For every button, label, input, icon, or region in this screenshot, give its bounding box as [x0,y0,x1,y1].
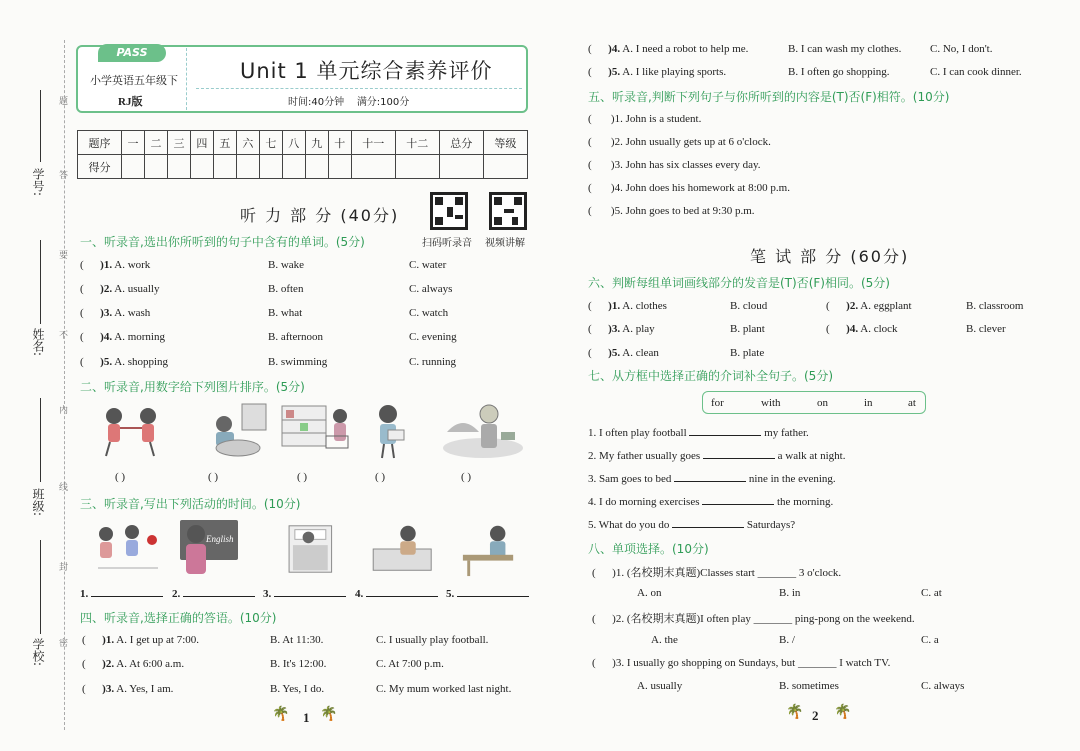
list-item [588,426,809,439]
option-b: B. classroom [966,300,1024,312]
score-table [77,130,528,179]
list-item: ( )2. John usually gets up at 6 o'clock. [588,136,771,148]
palm-icon: 🌴 [834,705,852,720]
listening-heading: 听 力 部 分 (40分) [240,206,400,225]
question-number: )1. [102,634,115,646]
option-b: B. plant [730,323,765,335]
score-cell: 四 [190,131,213,155]
palm-icon: 🌴 [320,707,338,722]
option-a: A. on [637,587,662,599]
time-blank-3[interactable] [263,587,346,600]
question-number: )3. [102,683,115,695]
score-input-cell[interactable] [236,155,259,179]
list-item: ( )1. A. work [80,259,151,271]
washing-picture [198,402,278,460]
option-a: A. clean [622,347,659,359]
list-item [588,449,845,462]
sentence-end: nine in the evening. [746,473,836,485]
sentence-start: 3. Sam goes to bed [588,473,675,485]
option-a: A. the [651,634,678,646]
option-b: B. in [779,587,801,599]
option-b: B. / [779,634,795,646]
section-6-title: 六、判断每组单词画线部分的发音是(T)否(F)相同。(5分) [588,276,890,290]
score-cell: 二 [145,131,168,155]
score-cell: 六 [236,131,259,155]
sentence-start: 5. What do you do [588,519,673,531]
question-number: )3. [100,307,113,319]
answer-blank[interactable] [274,587,346,597]
answer-blank[interactable] [702,495,774,505]
qr-label-video: 视频讲解 [485,238,525,249]
time-blank-5[interactable] [446,587,529,600]
binding-char: 答 [57,170,67,179]
list-item: ( )4. A. I need a robot to help me. [588,43,749,55]
boy-desk-picture [454,520,524,578]
question-text: )2. (名校期末真题)I often play _______ ping-pong on the weekend. [612,613,915,625]
option-a: A. morning [114,331,165,343]
option-c: C. water [409,259,447,271]
option-a: A. I get up at 7:00. [116,634,200,646]
question-number: )5. [608,347,621,359]
score-input-cell[interactable] [167,155,190,179]
list-item [588,495,833,508]
girls-dancing-picture [92,402,172,460]
option-c: C. No, I don't. [930,43,993,55]
score-input-cell[interactable] [351,155,395,179]
answer-blank[interactable] [183,587,255,597]
answer-blank[interactable] [672,518,744,528]
answer-blank[interactable] [703,449,775,459]
binding-dashed-line [64,40,65,730]
binding-char: 线 [57,482,67,491]
option-c: C. always [921,680,965,692]
option-a: A. play [622,323,655,335]
score-cell: 总分 [439,131,483,155]
score-input-cell[interactable] [282,155,305,179]
score-cell: 等级 [483,131,527,155]
list-item [588,518,795,531]
option-a: A. wash [114,307,151,319]
binding-char: 内 [57,405,67,414]
option-b: B. sometimes [779,680,839,692]
list-item: ( )5. A. I like playing sports. [588,66,727,78]
sentence-end: my father. [761,427,809,439]
board-text: English [206,534,234,544]
list-item: ( )3. John has six classes every day. [588,159,761,171]
option-c: C. My mum worked last night. [376,683,512,695]
answer-blank[interactable] [366,587,438,597]
score-cell: 五 [213,131,236,155]
header-divider [186,48,187,110]
option-a: A. usually [114,283,160,295]
score-input-cell[interactable] [213,155,236,179]
section-1-title: 一、听录音,选出你所听到的句子中含有的单词。(5分) [80,235,365,249]
score-input-cell[interactable] [328,155,351,179]
binding-char: 密 [57,638,67,647]
word-option: in [864,397,873,409]
binding-char: 要 [57,250,67,259]
question-number: )2. [102,658,115,670]
option-a: A. Yes, I am. [116,683,174,695]
blank-number: 3. [263,588,272,600]
option-a: A. work [114,259,151,271]
question-number: )5. [100,356,113,368]
option-a: A. I like playing sports. [622,66,727,78]
shopping-picture [280,402,360,460]
school-line [40,540,41,634]
statement: )4. John does his homework at 8:00 p.m. [610,182,790,194]
list-item: ( )5. John goes to bed at 9:30 p.m. [588,205,755,217]
option-b: B. It's 12:00. [270,658,327,670]
word-option: with [761,397,781,409]
option-b: B. Yes, I do. [270,683,325,695]
score-cell: 七 [259,131,282,155]
time-blank-1[interactable] [80,587,163,600]
school-label: 学校: [31,638,45,667]
name-label: 姓名: [31,328,45,357]
question-number: )2. [846,300,859,312]
writing-heading: 笔 试 部 分 (60分) [750,247,910,266]
statement: )2. John usually gets up at 6 o'clock. [610,136,771,148]
option-a: A. clothes [622,300,667,312]
palm-icon: 🌴 [786,705,804,720]
statement: )3. John has six classes every day. [610,159,761,171]
word-option: for [711,397,724,409]
score-cell: 十 [328,131,351,155]
page-number-2: 2 [812,708,819,723]
list-item: ( )1. (名校期末真题)Classes start _______ 3 o'clock. [592,567,842,579]
header-rule [196,88,522,89]
score-input-cell[interactable] [439,155,483,179]
sentence-start: 2. My father usually goes [588,450,703,462]
page-number-1: 1 [303,710,310,725]
section-2-title: 二、听录音,用数字给下列图片排序。(5分) [80,380,305,394]
student-id-line [40,90,41,162]
score-input-cell[interactable] [395,155,439,179]
score-input-cell[interactable] [190,155,213,179]
score-cell: 三 [167,131,190,155]
blank-number: 5. [446,588,455,600]
binding-char: 封 [57,562,67,571]
section-8-title: 八、单项选择。(10分) [588,542,709,556]
sentence-end: a walk at night. [774,450,846,462]
binding-char: 不 [57,330,67,339]
time-blank-4[interactable] [355,587,438,600]
list-item: ( )1. John is a student. [588,113,702,125]
score-cell: 一 [122,131,145,155]
order-bracket[interactable]: ( ) [208,471,219,483]
boy-bed-picture [368,520,448,578]
option-b: B. I often go shopping. [788,66,890,78]
option-b: B. plate [730,347,765,359]
page-title: Unit 1 单元综合素养评价 [240,59,493,83]
score-cell: 十一 [351,131,395,155]
order-bracket[interactable]: ( ) [461,471,472,483]
word-option: on [817,397,828,409]
exam-meta [288,93,409,108]
option-c: C. at [921,587,942,599]
order-bracket[interactable]: ( ) [375,471,386,483]
score-input-cell[interactable] [305,155,328,179]
question-number: )4. [100,331,113,343]
list-item: ( )2. A. eggplant [826,300,912,312]
name-line [40,240,41,324]
pass-logo: PASS [98,44,166,62]
qr-label-audio: 扫码听录音 [422,238,472,249]
version-label: RJ版 [118,96,143,108]
order-bracket[interactable]: ( ) [297,471,308,483]
list-item: ( )3. I usually go shopping on Sundays, but _______ I watch TV. [592,657,891,669]
list-item: ( )3. A. wash [80,307,151,319]
option-a: A. At 6:00 a.m. [116,658,185,670]
option-c: C. watch [409,307,449,319]
word-box [702,391,926,414]
sentence-end: Saturdays? [744,519,796,531]
class-label: 班级: [31,488,45,517]
boy-reading-picture [360,402,440,460]
list-item: ( )2. A. At 6:00 a.m. [82,658,185,670]
answer-blank[interactable] [689,426,761,436]
list-item: ( )4. John does his homework at 8:00 p.m. [588,182,790,194]
option-c: C. At 7:00 p.m. [376,658,444,670]
option-b: B. often [268,283,304,295]
kids-playing-picture [88,520,168,582]
option-b: B. clever [966,323,1006,335]
section-5-title: 五、听录音,判断下列句子与你所听到的内容是(T)否(F)相符。(10分) [588,90,950,104]
word-option: at [908,397,916,409]
section-7-title: 七、从方框中选择正确的介词补全句子。(5分) [588,369,833,383]
park-walk-picture [443,402,529,460]
option-c: C. I usually play football. [376,634,489,646]
question-number: )5. [608,66,621,78]
option-c: C. a [921,634,939,646]
answer-blank[interactable] [457,587,529,597]
list-item: ( )3. A. play [588,323,655,335]
answer-blank[interactable] [674,472,746,482]
option-c: C. running [409,356,457,368]
score-input-cell[interactable] [259,155,282,179]
question-number: )4. [608,43,621,55]
blank-number: 1. [80,588,89,600]
question-number: )3. [608,323,621,335]
option-b: B. swimming [268,356,328,368]
question-text: )3. I usually go shopping on Sundays, but _______ I watch TV. [612,657,891,669]
score-cell: 十二 [395,131,439,155]
option-c: C. I can cook dinner. [930,66,1022,78]
option-b: B. At 11:30. [270,634,324,646]
option-b: B. afternoon [268,331,323,343]
option-b: B. wake [268,259,305,271]
student-id-label: 学号: [31,168,45,197]
qr-code-icon[interactable] [430,192,468,230]
teacher-picture [180,522,210,580]
question-number: )2. [100,283,113,295]
option-b: B. I can wash my clothes. [788,43,902,55]
sleeping-picture [280,520,360,578]
option-b: B. cloud [730,300,768,312]
list-item [588,472,836,485]
order-bracket[interactable]: ( ) [115,471,126,483]
score-cell: 题序 [78,131,122,155]
option-c: C. evening [409,331,457,343]
list-item: ( )5. A. shopping [80,356,169,368]
full-score-label: 满分:100分 [356,97,410,108]
option-a: A. shopping [114,356,169,368]
option-c: C. always [409,283,453,295]
list-item: ( )5. A. clean [588,347,659,359]
option-a: A. I need a robot to help me. [622,43,749,55]
statement: )5. John goes to bed at 9:30 p.m. [610,205,755,217]
blank-number: 4. [355,588,364,600]
sentence-start: 1. I often play football [588,427,690,439]
answer-blank[interactable] [91,587,163,597]
section-4-title: 四、听录音,选择正确的答语。(10分) [80,611,277,625]
section-3-title: 三、听录音,写出下列活动的时间。(10分) [80,497,301,511]
list-item: ( )4. A. morning [80,331,165,343]
question-number: )1. [100,259,113,271]
statement: )1. John is a student. [610,113,702,125]
sentence-end: the morning. [774,496,834,508]
score-input-cell[interactable] [145,155,168,179]
qr-code-icon[interactable] [489,192,527,230]
score-row-label: 得分 [78,155,122,179]
blank-number: 2. [172,588,181,600]
score-cell: 八 [282,131,305,155]
question-text: )1. (名校期末真题)Classes start _______ 3 o'clock. [612,567,842,579]
option-a: A. usually [637,680,683,692]
list-item: ( )3. A. Yes, I am. [82,683,174,695]
score-input-cell[interactable] [122,155,145,179]
option-a: A. clock [860,323,898,335]
question-number: )4. [846,323,859,335]
question-number: )1. [608,300,621,312]
list-item: ( )2. (名校期末真题)I often play _______ ping-pong on the weekend. [592,613,915,625]
list-item: ( )2. A. usually [80,283,160,295]
list-item: ( )4. A. clock [826,323,898,335]
grade-label: 小学英语五年级下 [90,74,178,87]
sentence-start: 4. I do morning exercises [588,496,703,508]
score-table-header-row [78,131,528,155]
list-item: ( )1. A. clothes [588,300,667,312]
binding-char: 题 [57,96,67,105]
score-cell: 九 [305,131,328,155]
option-a: A. eggplant [860,300,912,312]
time-blank-2[interactable] [172,587,255,600]
palm-icon: 🌴 [272,707,290,722]
score-input-cell[interactable] [483,155,527,179]
class-line [40,398,41,482]
score-table-score-row [78,155,528,179]
time-label: 时间:40分钟 [288,97,345,108]
option-b: B. what [268,307,303,319]
list-item: ( )1. A. I get up at 7:00. [82,634,200,646]
